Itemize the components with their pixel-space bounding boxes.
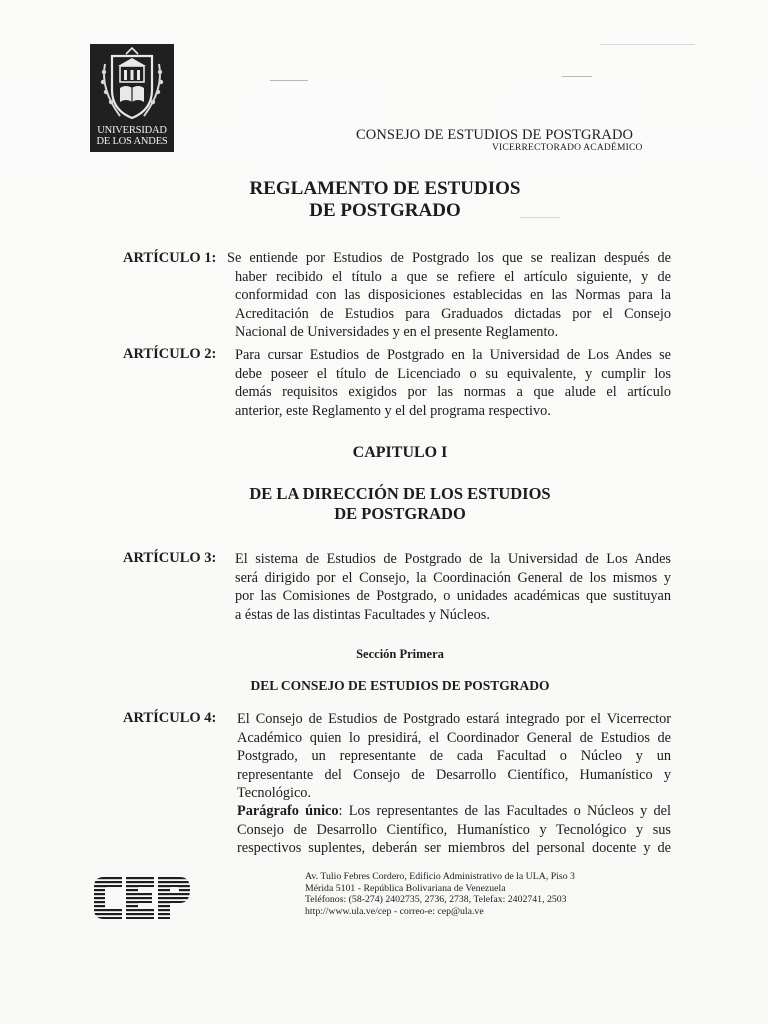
logo-text-line1: UNIVERSIDAD	[97, 125, 167, 136]
text-line: Tecnológico.	[237, 785, 312, 802]
document-title-line1: REGLAMENTO DE ESTUDIOS	[249, 178, 521, 199]
article-3-label: ARTÍCULO 3:	[123, 550, 217, 566]
text-line: Para cursar Estudios de Postgrado en la Universidad de Los Andes se	[235, 347, 671, 363]
document-title	[200, 178, 570, 222]
text-line: demás requisitos exigidos por las normas a que alude el artículo	[235, 384, 671, 401]
text-line: será dirigido por el Consejo, la Coordinación General de los mismos y	[235, 569, 671, 586]
text-line	[237, 802, 671, 821]
text-line: Acreditación de Estudios para Graduados dictadas por el Consejo	[235, 305, 671, 322]
text-line: representante del Consejo de Desarrollo Científico, Humanístico y	[237, 766, 671, 783]
text-line: anterior, este Reglamento y el del programa respectivo.	[235, 402, 551, 419]
text-line: haber recibido el título a que se refiere el artículo siguiente, y de	[235, 268, 671, 285]
chapter-title: CAPITULO I	[352, 444, 448, 461]
footer-contact	[305, 871, 575, 917]
paragraph-first-line: : Los representantes de las Facultades o Núcleos y del	[338, 803, 672, 819]
text-line: Se entiende por Estudios de Postgrado los que se realizan después de	[227, 250, 671, 266]
text-line: Académico quien lo presidirá, el Coordinador General de Estudios de	[237, 729, 671, 746]
text-line: El Consejo de Estudios de Postgrado estará integrado por el Vicerrector	[237, 711, 671, 727]
text-line: Consejo de Desarrollo Científico, Humanístico y Tecnológico y sus	[237, 821, 671, 838]
article-4-label: ARTÍCULO 4:	[123, 710, 217, 726]
footer-address: Av. Tulio Febres Cordero, Edificio Administrativo de la ULA, Piso 3	[305, 871, 575, 882]
footer-web: http://www.ula.ve/cep - correo-e: cep@ula.ve	[305, 905, 484, 917]
section-subtitle: DEL CONSEJO DE ESTUDIOS DE POSTGRADO	[250, 678, 550, 693]
section-title: Sección Primera	[356, 647, 444, 661]
article-2-label: ARTÍCULO 2:	[123, 346, 217, 362]
text-line: debe poseer el título de Licenciado o su equivalente, y cumplir los	[235, 365, 671, 382]
text-line: Postgrado, un representante de cada Facultad o Núcleo y un	[237, 748, 671, 765]
article-2-text	[235, 346, 671, 420]
office-name: VICERRECTORADO ACADÉMICO	[492, 143, 643, 153]
chapter-subtitle-line1: DE LA DIRECCIÓN DE LOS ESTUDIOS	[249, 484, 551, 503]
document-title-line2: DE POSTGRADO	[309, 200, 461, 221]
cep-logo-icon	[92, 873, 192, 923]
university-logo	[90, 44, 174, 152]
logo-text-line2: DE LOS ANDES	[96, 136, 168, 147]
text-line: a éstas de las distintas Facultades y Núcleos.	[235, 606, 490, 623]
text-line: conformidad con las disposiciones establecidas en las Normas para la	[235, 287, 671, 304]
chapter-subtitle	[200, 484, 600, 524]
text-line: por las Comisiones de Postgrado, o unidades académicas que sustituyan	[235, 588, 671, 605]
chapter-subtitle-line2: DE POSTGRADO	[334, 504, 466, 523]
university-crest-icon	[90, 44, 174, 124]
article-1-text	[227, 249, 671, 342]
scan-artifact	[600, 44, 695, 45]
paragraph-label: Parágrafo único	[237, 803, 339, 819]
article-4-text	[237, 710, 671, 803]
scan-artifact	[562, 76, 592, 77]
article-3-text	[235, 550, 671, 624]
footer-city: Mérida 5101 - República Bolivariana de Venezuela	[305, 882, 506, 894]
scan-artifact	[270, 80, 308, 81]
text-line: Nacional de Universidades y en el presente Reglamento.	[235, 324, 559, 341]
paragraph-unico	[237, 802, 671, 858]
text-line: El sistema de Estudios de Postgrado de la Universidad de Los Andes	[235, 551, 671, 567]
footer-phones: Teléfonos: (58-274) 2402735, 2736, 2738, Telefax: 2402741, 2503	[305, 894, 567, 906]
council-name: CONSEJO DE ESTUDIOS DE POSTGRADO	[356, 127, 634, 143]
text-line: respectivos suplentes, deberán ser miembros del personal docente y de	[237, 840, 671, 857]
cep-logo	[92, 873, 192, 923]
article-1-label: ARTÍCULO 1:	[123, 250, 217, 266]
